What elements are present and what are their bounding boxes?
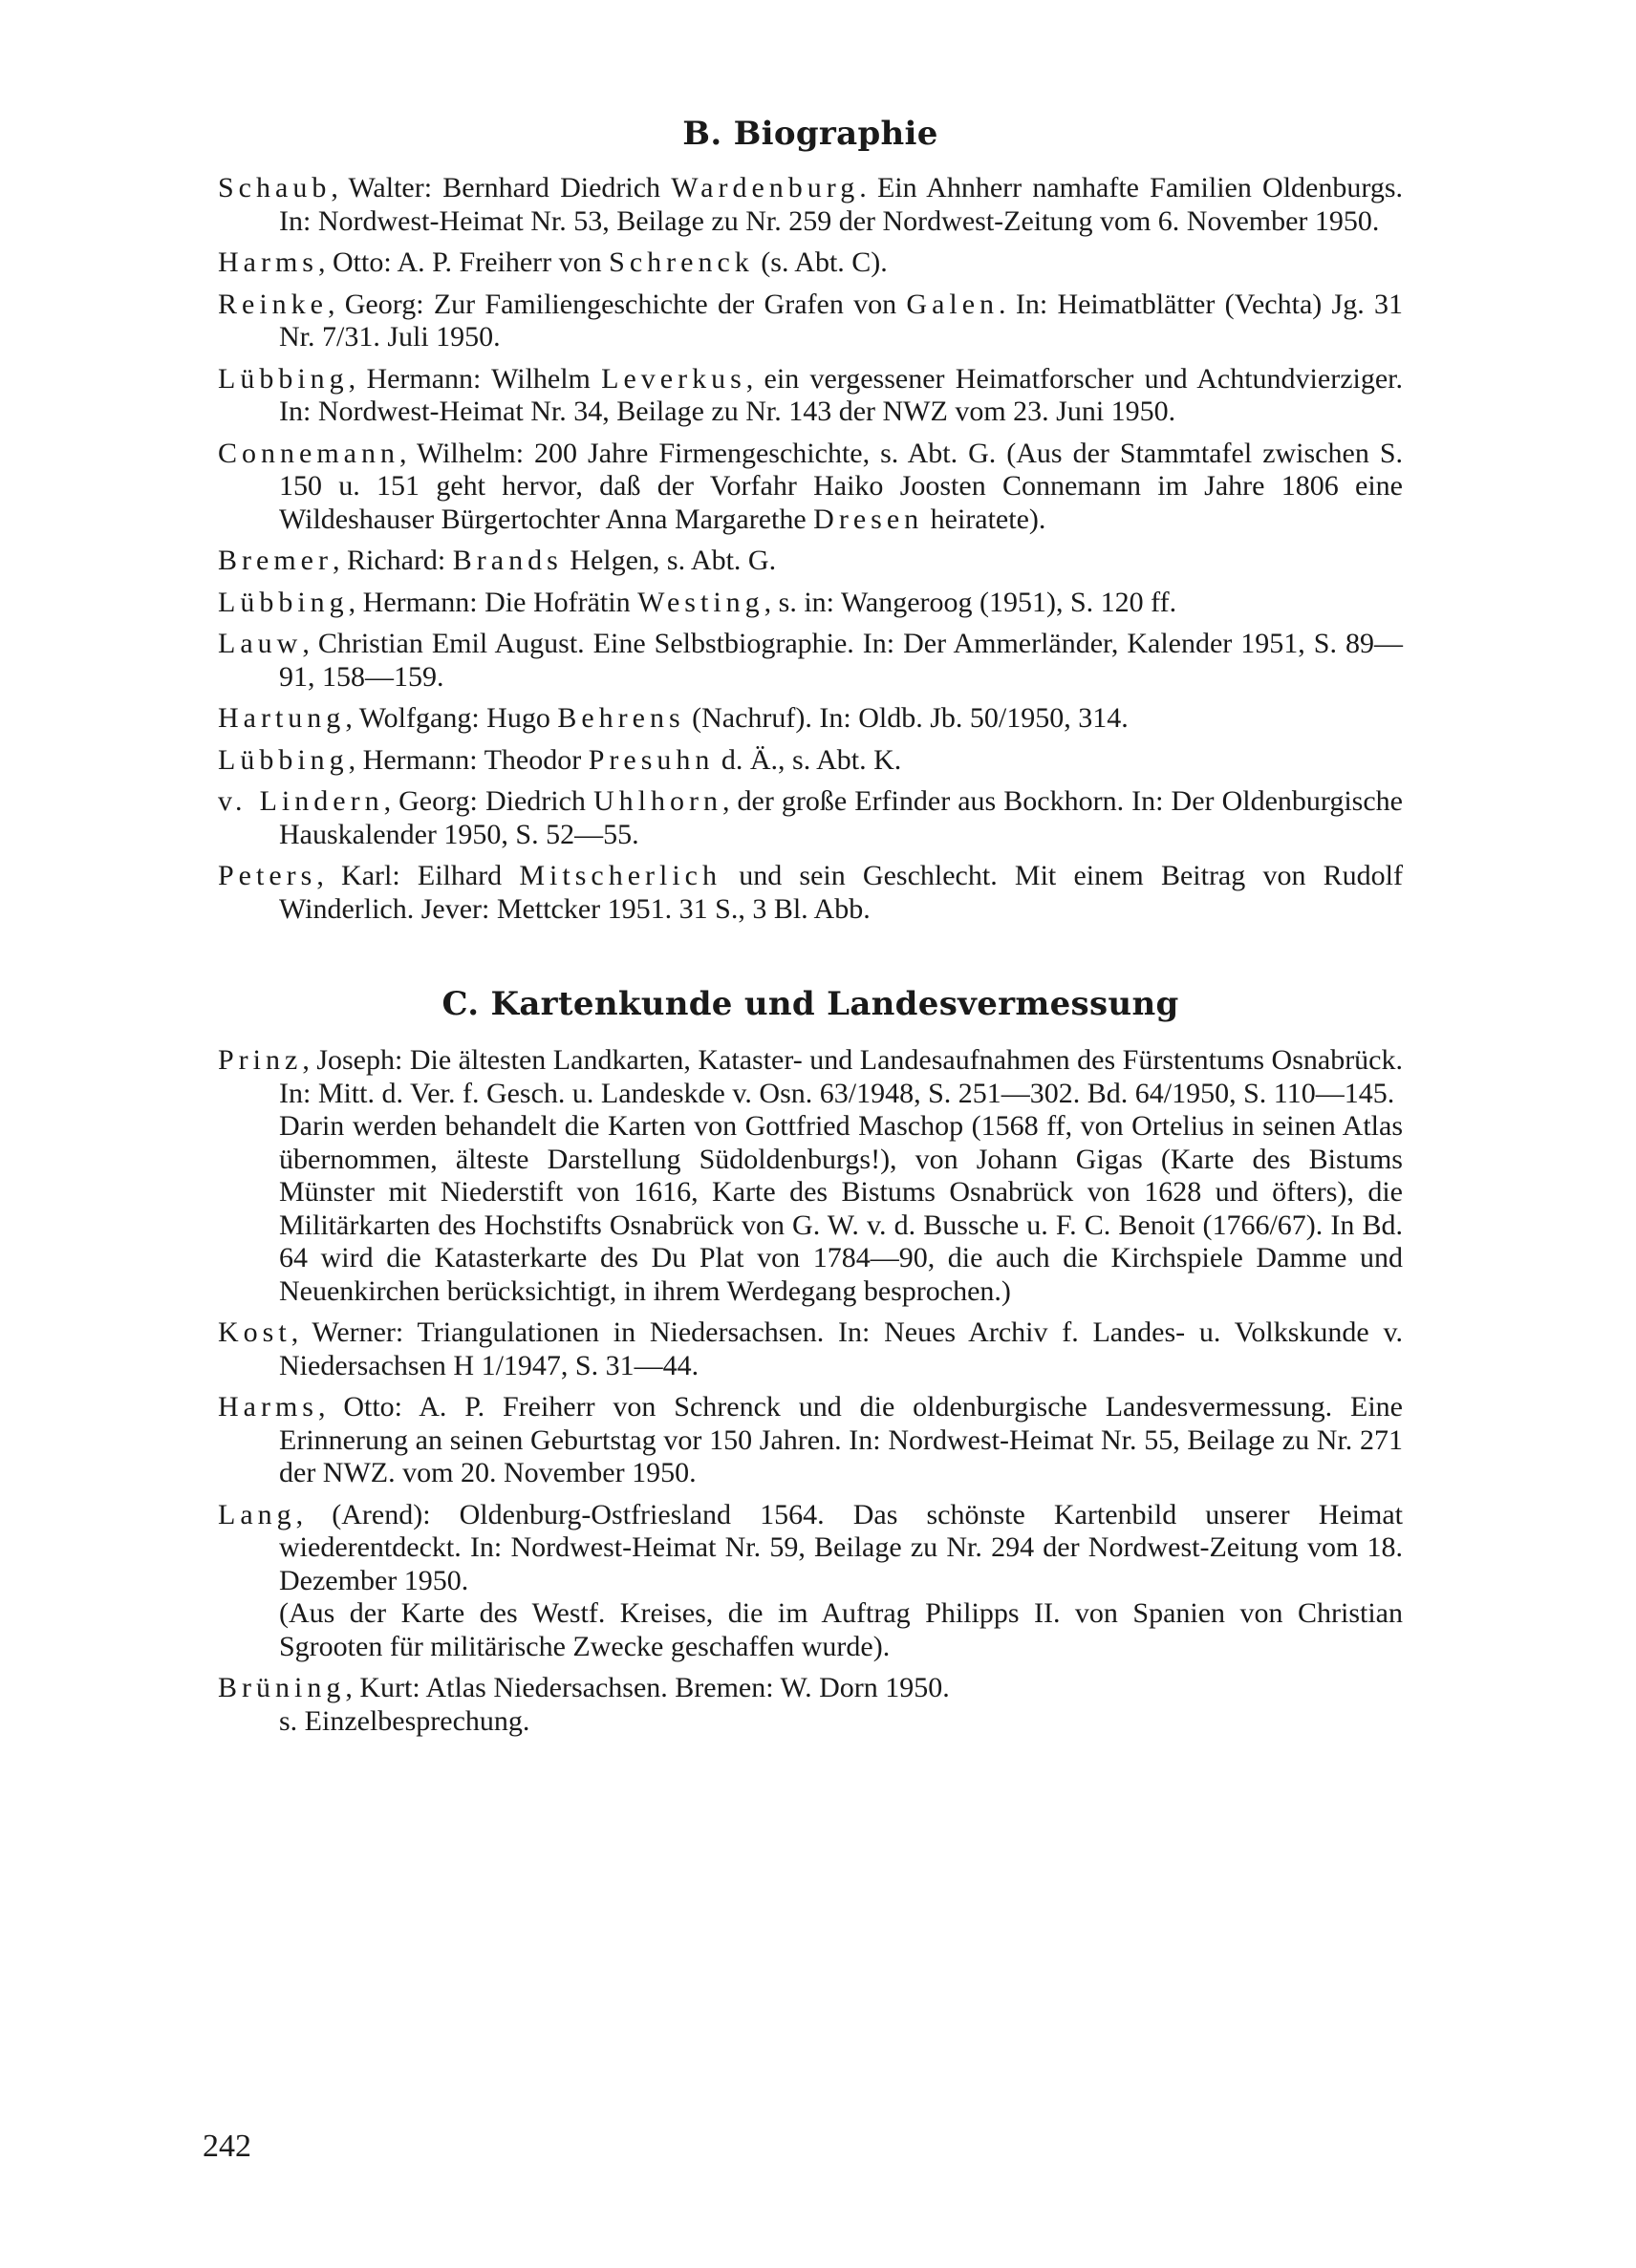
entry-text: d. Ä., s. Abt. K. — [714, 743, 902, 776]
entry-subject: Wardenburg — [671, 172, 860, 203]
entry-text: , der große Erfinder aus Bockhorn. In: Der Oldenburgische Hauskalender 1950, S. 52—55. — [279, 785, 1403, 850]
entry-text: , Walter: Bernhard Diedrich — [331, 172, 672, 203]
entry-author: Harms — [218, 1391, 318, 1423]
bibliography-entry — [218, 363, 1403, 429]
entry-author: Lübbing — [218, 362, 349, 395]
entry-author: v. Lindern — [218, 785, 384, 817]
entry-author: Lübbing — [218, 743, 349, 776]
entry-author: Connemann — [218, 437, 399, 469]
entry-author: Reinke — [218, 288, 328, 320]
bibliography-entry — [218, 1316, 1403, 1382]
entry-text: , Wilhelm: 200 Jahre Firmengeschichte, s. Abt. G. (Aus der Stammtafel zwischen S. 150 u. 151 geht hervor, daß der Vorfahr Haiko Joosten Connemann im Jahre 1806 eine Wildeshauser Bürgertochter Anna Margarethe — [279, 437, 1403, 535]
entry-author: Kost — [218, 1316, 291, 1348]
entry-text: , Otto: A. P. Freiherr von Schrenck und die oldenburgische Landesvermessung. Eine Erinnerung an seinen Geburtstag vor 150 Jahren. In: Nordwest-Heimat Nr. 55, Beilage zu Nr. 271 der NWZ. vom 20. November 1950. — [279, 1391, 1403, 1488]
entry-author: Harms — [218, 246, 318, 278]
entry-subject: Dresen — [813, 503, 924, 535]
entry-text: , ein vergessener Heimatforscher und Achtundvierziger. In: Nordwest-Heimat Nr. 34, Beilage zu Nr. 143 der NWZ vom 23. Juni 1950. — [279, 362, 1403, 427]
entry-subject: Mitscherlich — [519, 860, 722, 891]
entry-author: Prinz — [218, 1044, 303, 1076]
entry-note: s. Einzelbesprechung. — [279, 1704, 530, 1737]
entry-text: , Karl: Eilhard — [316, 860, 520, 891]
bibliography-entry — [218, 1672, 1403, 1738]
entry-text: und sein Geschlecht. Mit einem Beitrag von Rudolf Winderlich. Jever: Mettcker 1951. 31 S., 3 Bl. Abb. — [279, 860, 1403, 925]
entry-note: Darin werden behandelt die Karten von Gottfried Maschop (1568 ff, von Ortelius in seinen Atlas übernommen, älteste Darstellung Südoldenburgs!), von Johann Gigas (Karte des Bistums Münster mit Niederstift von 1616, Karte des Bistums Osnabrück von 1628 und öfters), die Militärkarten des Hochstifts Osnabrück von G. W. v. d. Bussche u. F. C. Benoit (1766/67). In Bd. 64 wird die Katasterkarte des Du Plat von 1784—90, die auch die Kirchspiele Damme und Neuenkirchen berücksichtigt, in ihrem Werdegang besprochen.) — [279, 1110, 1403, 1307]
entry-text: , Hermann: Theodor — [348, 743, 589, 776]
entry-text: , Hermann: Wilhelm — [348, 362, 602, 395]
entry-text: heiratete). — [923, 503, 1046, 535]
entry-subject: Uhlhorn — [592, 785, 722, 817]
section-heading-biographie: B. Biographie — [682, 115, 938, 153]
entry-subject: Behrens — [557, 702, 685, 734]
bibliography-entry — [218, 744, 1403, 778]
entry-text: , Georg: Diedrich — [383, 785, 593, 817]
bibliography-entry — [218, 587, 1403, 620]
entry-text: . In: Heimatblätter (Vechta) Jg. 31 Nr. 7/31. Juli 1950. — [279, 288, 1403, 353]
bibliography-entry — [218, 785, 1403, 851]
entry-subject: Presuhn — [588, 743, 715, 776]
entry-text: , Kurt: Atlas Niedersachsen. Bremen: W. Dorn 1950. — [345, 1672, 950, 1703]
bibliography-entry — [218, 1499, 1403, 1664]
entry-text: , Joseph: Die ältesten Landkarten, Kataster- und Landesaufnahmen des Fürstentums Osnabrück. In: Mitt. d. Ver. f. Gesch. u. Landeskde v. Osn. 63/1948, S. 251—302. Bd. 64/1950, S. 110—145. — [279, 1044, 1403, 1109]
entry-subject: Schrenck — [609, 246, 754, 278]
entry-author: Hartung — [218, 702, 346, 734]
biographie-list — [218, 172, 1403, 926]
page-content — [218, 113, 1403, 1746]
bibliography-entry — [218, 1391, 1403, 1490]
bibliography-entry — [218, 860, 1403, 926]
entry-author: Lang — [218, 1498, 296, 1530]
entry-text: Helgen, s. Abt. G. — [562, 545, 777, 576]
entry-text: , Wolfgang: Hugo — [345, 702, 558, 734]
entry-text: , Richard: — [332, 545, 453, 576]
bibliography-entry — [218, 172, 1403, 238]
entry-author: Peters — [218, 860, 317, 891]
entry-text: , Hermann: Die Hofrätin — [348, 586, 638, 618]
bibliography-entry — [218, 702, 1403, 736]
entry-author: Lübbing — [218, 586, 349, 618]
entry-subject: Galen — [906, 288, 1000, 320]
entry-text: , Werner: Triangulationen in Niedersachsen. In: Neues Archiv f. Landes- u. Volkskunde v. Niedersachsen H 1/1947, S. 31—44. — [279, 1316, 1403, 1381]
entry-subject: Brands — [452, 545, 563, 576]
bibliography-entry — [218, 246, 1403, 280]
entry-text: (s. Abt. C). — [753, 246, 888, 278]
entry-author: Bremer — [218, 545, 333, 576]
entry-text: , Georg: Zur Familiengeschichte der Grafen von — [327, 288, 907, 320]
bibliography-entry — [218, 545, 1403, 578]
page-number: 242 — [203, 2129, 251, 2164]
bibliography-entry — [218, 628, 1403, 694]
bibliography-entry — [218, 289, 1403, 354]
entry-subject: Westing — [637, 586, 764, 618]
entry-text: , s. in: Wangeroog (1951), S. 120 ff. — [764, 586, 1177, 618]
kartenkunde-list — [218, 1044, 1403, 1738]
bibliography-entry — [218, 1044, 1403, 1308]
section-heading-kartenkunde: C. Kartenkunde und Landesvermessung — [441, 985, 1179, 1023]
entry-text: . Ein Ahnherr namhafte Familien Oldenburgs. In: Nordwest-Heimat Nr. 53, Beilage zu Nr. 259 der Nordwest-Zeitung vom 6. November 1950. — [279, 172, 1403, 237]
entry-author: Lauw — [218, 628, 303, 659]
entry-text: (Nachruf). In: Oldb. Jb. 50/1950, 314. — [684, 702, 1129, 734]
entry-text: , Otto: A. P. Freiherr von — [317, 246, 610, 278]
entry-text: , Christian Emil August. Eine Selbstbiographie. In: Der Ammerländer, Kalender 1951, S. 89—91, 158—159. — [279, 628, 1403, 693]
entry-note: (Aus der Karte des Westf. Kreises, die im Auftrag Philipps II. von Spanien von Christian Sgrooten für militärische Zwecke geschaffen wurde). — [279, 1597, 1403, 1662]
bibliography-entry — [218, 438, 1403, 537]
entry-text: , (Arend): Oldenburg-Ostfriesland 1564. Das schönste Kartenbild unserer Heimat wiederentdeckt. In: Nordwest-Heimat Nr. 59, Beilage zu Nr. 294 der Nordwest-Zeitung vom 18. Dezember 1950. — [279, 1498, 1403, 1596]
entry-subject: Leverkus — [601, 362, 746, 395]
entry-author: Brüning — [218, 1672, 346, 1703]
entry-author: Schaub — [218, 172, 332, 203]
